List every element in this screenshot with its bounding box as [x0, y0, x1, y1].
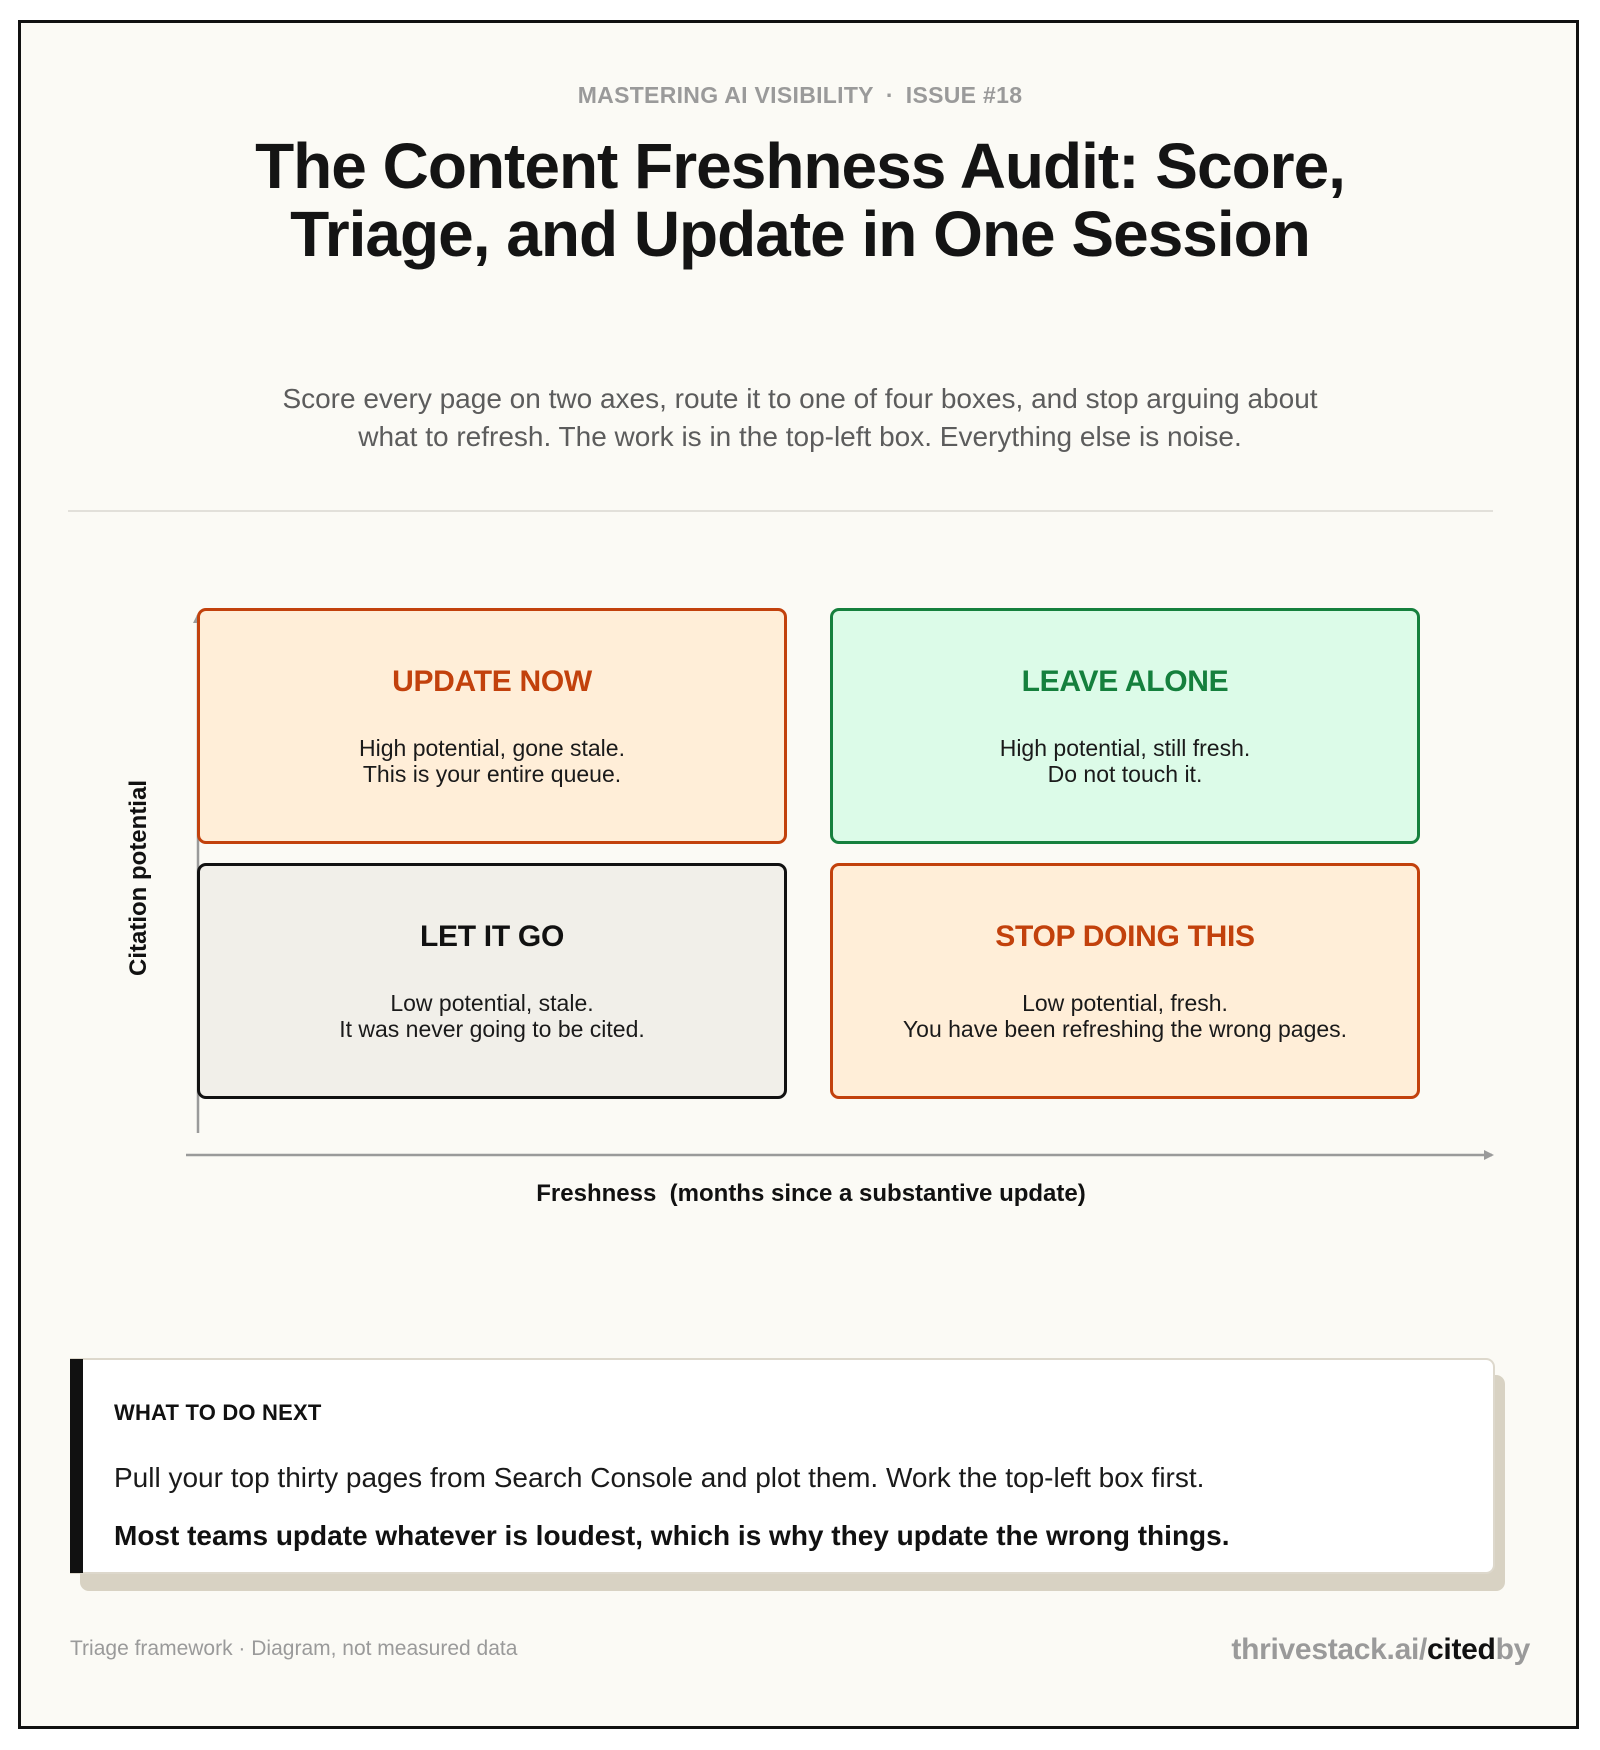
callout-instruction: Pull your top thirty pages from Search Console and plot them. Work the top-left box first. — [114, 1462, 1205, 1493]
quadrant-description-line-1: Low potential, stale. — [390, 990, 594, 1016]
brand-signature — [1231, 1633, 1530, 1667]
quadrant-description-line-1: High potential, gone stale. — [359, 735, 625, 761]
kicker-separator: · — [885, 82, 894, 108]
brand-suffix: by — [1495, 1633, 1530, 1666]
callout-heading: WHAT TO DO NEXT — [114, 1400, 322, 1425]
quadrant-description-line-2: You have been refreshing the wrong pages. — [902, 1016, 1348, 1042]
quadrant-update-now — [197, 608, 787, 844]
brand-domain: thrivestack.ai/ — [1231, 1633, 1428, 1666]
quadrant-title: LET IT GO — [420, 920, 564, 953]
next-steps-callout — [70, 1358, 1495, 1574]
quadrant-description-line-2: This is your entire queue. — [362, 761, 622, 787]
quadrant-title: STOP DOING THIS — [995, 920, 1255, 953]
quadrant-let-it-go — [197, 863, 787, 1099]
quadrant-title: UPDATE NOW — [392, 665, 592, 698]
quadrant-title: LEAVE ALONE — [1021, 665, 1229, 698]
subtitle-line-1: Score every page on two axes, route it to one of four boxes, and stop arguing about — [282, 383, 1318, 414]
quadrant-description-line-1: Low potential, fresh. — [1022, 990, 1228, 1016]
issue-number: ISSUE #18 — [905, 82, 1023, 108]
title-line-2: Triage, and Update in One Session — [290, 198, 1310, 270]
quadrant-description-line-2: Do not touch it. — [1047, 761, 1203, 787]
quadrant-description-line-1: High potential, still fresh. — [999, 735, 1251, 761]
quadrant-stop-doing-this — [830, 863, 1420, 1099]
brand-name: cited — [1427, 1633, 1496, 1666]
callout-emphasis: Most teams update whatever is loudest, which is why they update the wrong things. — [114, 1520, 1230, 1551]
subtitle-line-2: what to refresh. The work is in the top-left box. Everything else is noise. — [358, 421, 1242, 452]
quadrant-leave-alone — [830, 608, 1420, 844]
x-axis-label: Freshness (months since a substantive update) — [536, 1180, 1086, 1207]
callout-accent-bar — [70, 1359, 83, 1573]
y-axis-label: Citation potential — [125, 780, 152, 976]
footer-note: Triage framework · Diagram, not measured data — [70, 1637, 518, 1660]
series-name: MASTERING AI VISIBILITY — [577, 82, 874, 108]
quadrant-description-line-2: It was never going to be cited. — [339, 1016, 645, 1042]
title-line-1: The Content Freshness Audit: Score, — [255, 130, 1345, 202]
